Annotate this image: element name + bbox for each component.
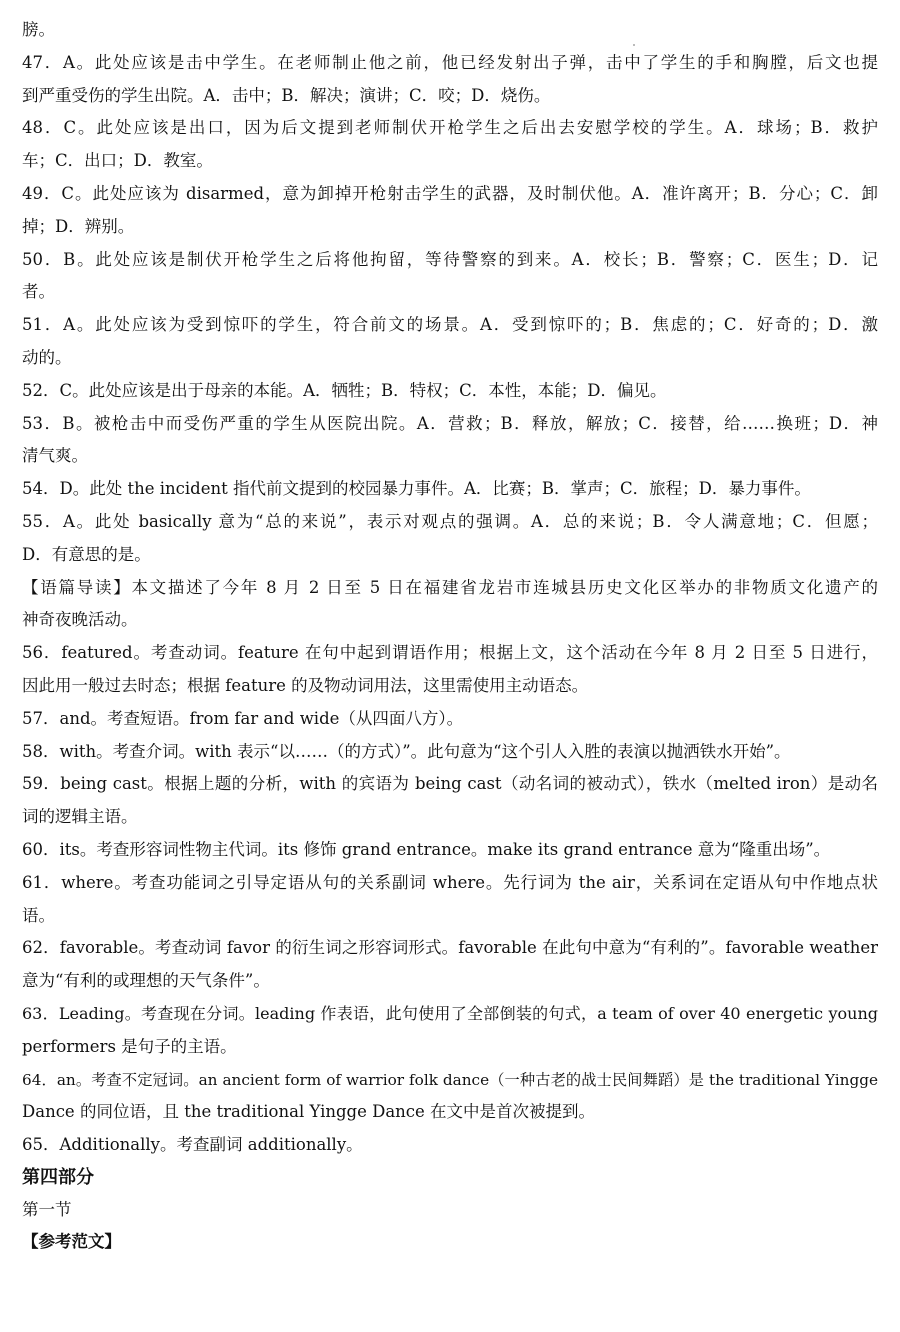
text-line: 者。 [22,282,55,302]
text-line: 65．Additionally。考查副词 additionally。 [22,1135,363,1155]
text-line: 50．B。此处应该是制伏开枪学生之后将他拘留，等待警察的到来。A．校长；B．警察；C．医生；D．记 [22,249,878,269]
paragraph-continuation [22,14,878,47]
answer-49 [22,178,878,244]
text-line: 60．its。考查形容词性物主代词。its 修饰 grand entrance。make its grand entrance 意为“隆重出场”。 [22,839,831,859]
text-line: 意为“有利的或理想的天气条件”。 [22,971,270,991]
text-line: 神奇夜晚活动。 [22,610,138,630]
answer-59 [22,768,878,834]
text-line: 【语篇导读】本文描述了今年 8 月 2 日至 5 日在福建省龙岩市连城县历史文化区举办的非物质文化遗产的 [22,577,878,597]
answer-57 [22,703,878,736]
text-line: 车；C．出口；D．教室。 [22,151,213,171]
text-line: 因此用一般过去时态；根据 feature 的及物动词用法，这里需使用主动语态。 [22,675,589,695]
text-line: 59．being cast。根据上题的分析，with 的宾语为 being cast（动名词的被动式），铁水（melted iron）是动名 [22,774,878,794]
text-line: 49．C。此处应该为 disarmed，意为卸掉开枪射击学生的武器，及时制伏他。A．准许离开；B．分心；C．卸 [22,183,878,203]
answer-64 [22,1064,878,1130]
text-line: 63．Leading。考查现在分词。leading 作表语，此句使用了全部倒装的句式，a team of over 40 energetic young [22,1003,878,1023]
answer-53 [22,408,878,474]
text-line: D．有意思的是。 [22,544,151,564]
text-line: 清气爽。 [22,446,88,466]
text-line: 57．and。考查短语。from far and wide（从四面八方）。 [22,708,464,728]
answer-explanation-page [22,14,878,1258]
answer-47 [22,47,878,113]
answer-56 [22,637,878,703]
answer-61 [22,867,878,933]
answer-54 [22,473,878,506]
text-line: Dance 的同位语，且 the traditional Yingge Dance 在文中是首次被提到。 [22,1102,596,1122]
text-line: performers 是句子的主语。 [22,1036,237,1056]
answer-48 [22,112,878,178]
answer-51 [22,309,878,375]
text-line: 膀。 [22,20,55,39]
answer-55 [22,506,878,572]
answer-65 [22,1129,878,1162]
text-line: 62．favorable。考查动词 favor 的衍生词之形容词形式。favorable 在此句中意为“有利的”。favorable weather [22,938,878,958]
answer-60 [22,834,878,867]
text-line: 58．with。考查介词。with 表示“以……（的方式）”。此句意为“这个引人入胜的表演以抛洒铁水开始”。 [22,741,791,761]
section-heading: 第四部分 [22,1166,94,1188]
text-line: 动的。 [22,347,72,367]
answer-50 [22,244,878,310]
text-line: 61．where。考查功能词之引导定语从句的关系副词 where。先行词为 the air，关系词在定语从句中作地点状 [22,872,878,892]
answer-62 [22,932,878,998]
answer-58 [22,736,878,769]
subsection-label: 第一节 [22,1199,72,1219]
text-line: 47．A。此处应该是击中学生。在老师制止他之前，他已经发射出子弹，击中了学生的手和胸膛，后文也提 [22,52,878,72]
sample-essay-label: 【参考范文】 [22,1231,121,1251]
text-line: 64．an。考查不定冠词。an ancient form of warrior folk dance（一种古老的战士民间舞蹈）是 the traditional Yingge [22,1070,878,1089]
text-line: 54．D。此处 the incident 指代前文提到的校园暴力事件。A．比赛；B．掌声；C．旅程；D．暴力事件。 [22,479,811,499]
text-line: 52．C。此处应该是出于母亲的本能。A．牺牲；B．特权；C．本性，本能；D．偏见。 [22,380,667,400]
text-line: 词的逻辑主语。 [22,807,138,827]
text-line: 到严重受伤的学生出院。A．击中；B．解决；演讲；C．咬；D．烧伤。 [22,85,551,105]
passage-guide [22,572,878,638]
text-line: 51．A。此处应该为受到惊吓的学生，符合前文的场景。A．受到惊吓的；B．焦虑的；C．好奇的；D．激 [22,315,878,335]
answer-52 [22,375,878,408]
text-line: 55．A。此处 basically 意为“总的来说”，表示对观点的强调。A．总的来说；B．令人满意地；C．但愿； [22,511,878,531]
text-line: 56．featured。考查动词。feature 在句中起到谓语作用；根据上文，这个活动在今年 8 月 2 日至 5 日进行， [22,643,878,663]
text-line: 语。 [22,905,55,925]
text-line: 53．B。被枪击中而受伤严重的学生从医院出院。A．营救；B．释放，解放；C．接替，给……换班；D．神 [22,413,878,433]
answer-63 [22,998,878,1064]
text-line: 48．C。此处应该是出口，因为后文提到老师制伏开枪学生之后出去安慰学校的学生。A．球场；B．救护 [22,118,878,138]
text-line: 掉；D．辨别。 [22,216,135,236]
